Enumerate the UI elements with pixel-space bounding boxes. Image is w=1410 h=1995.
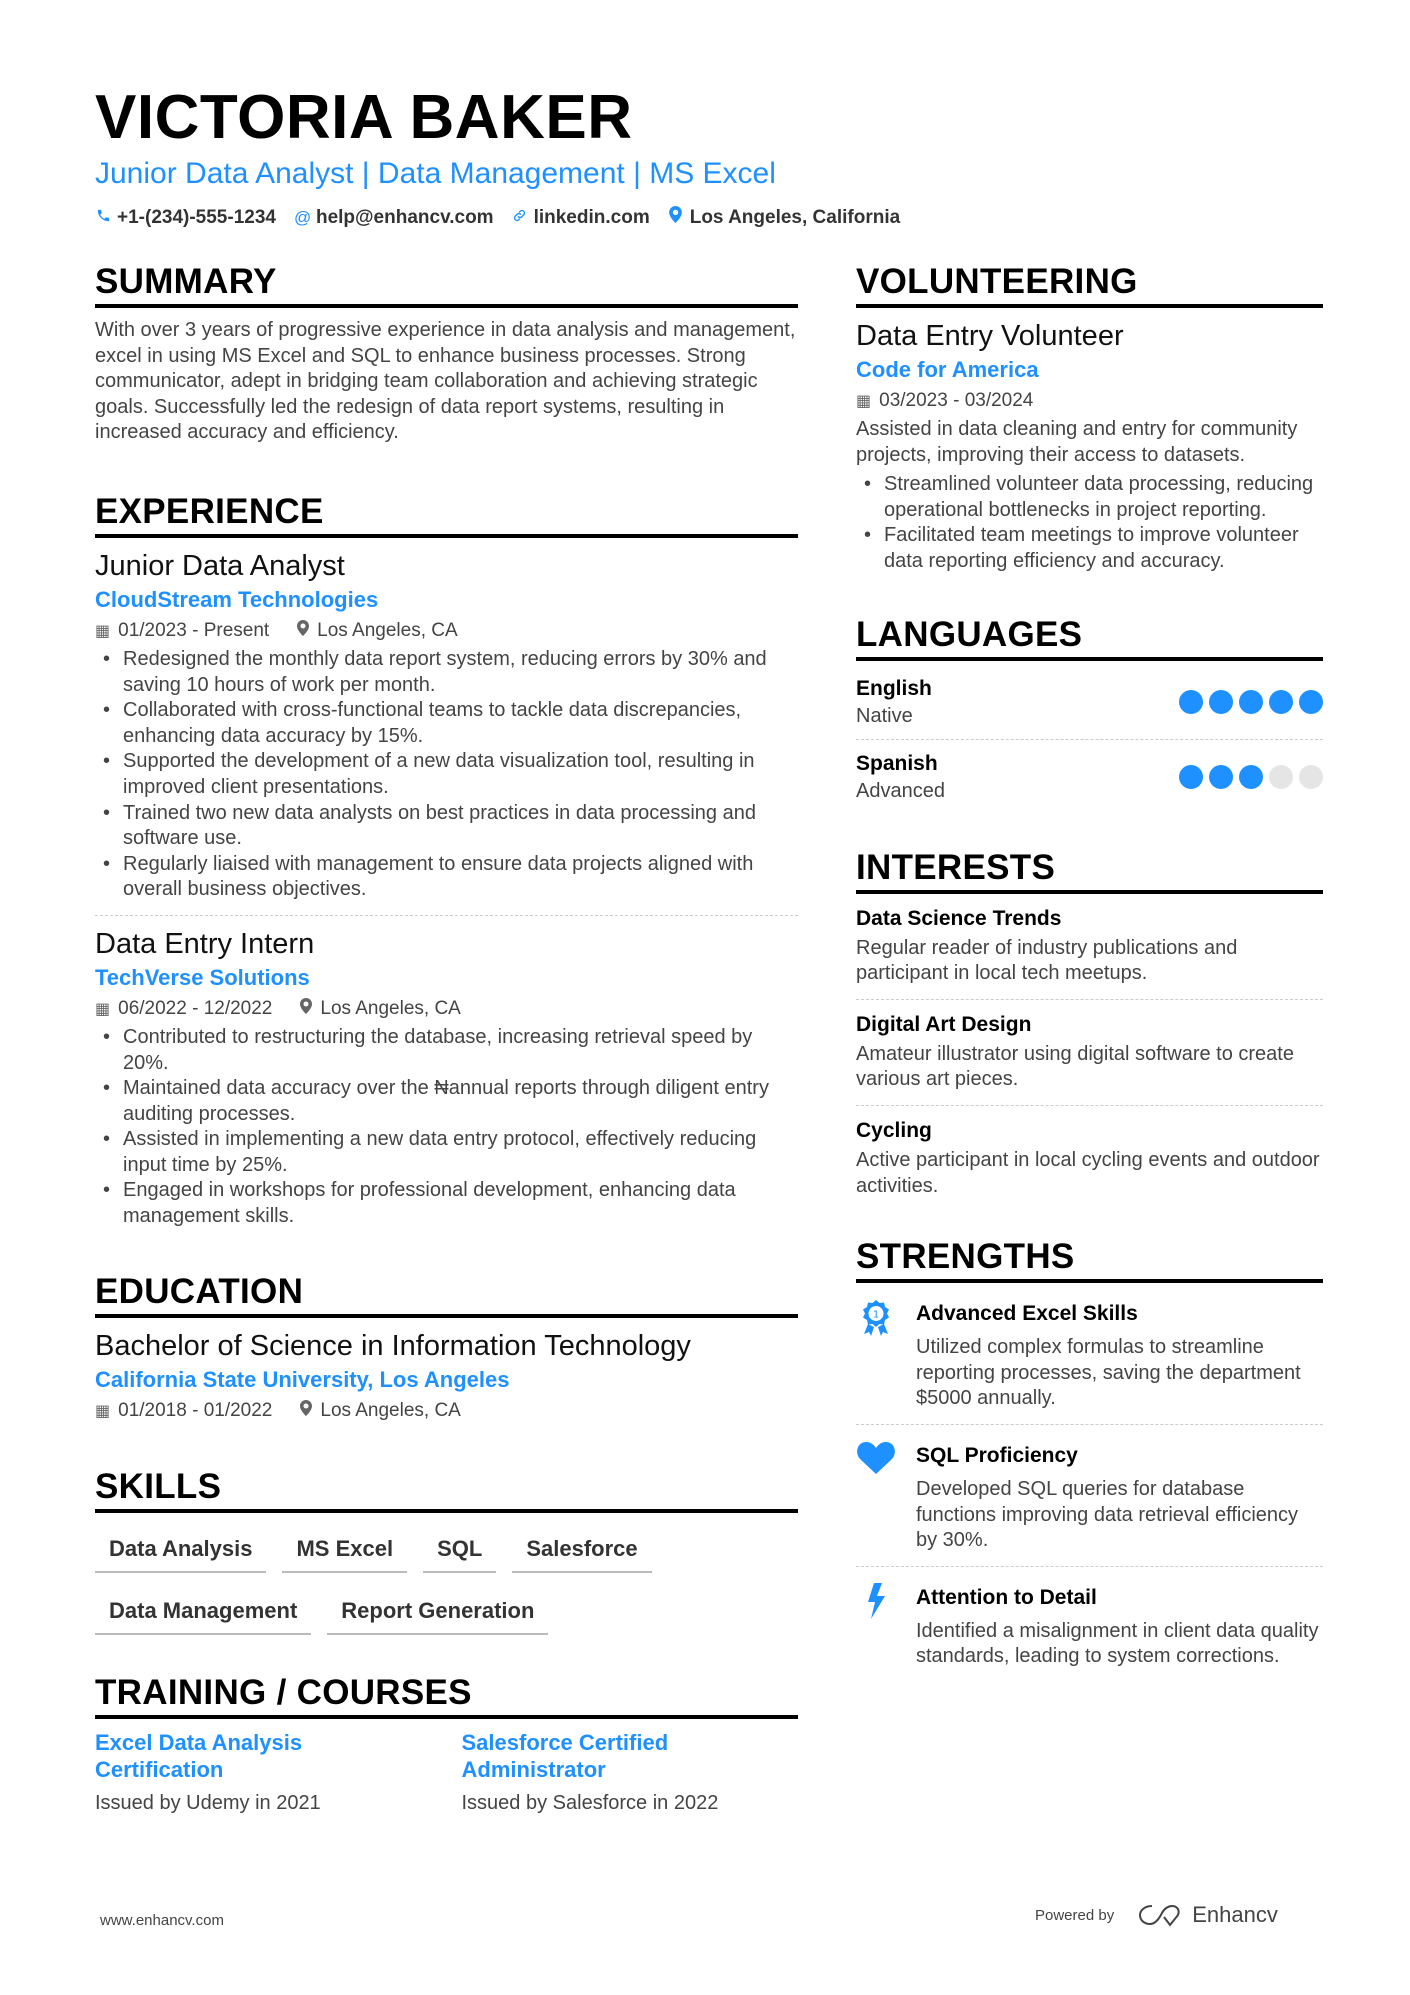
bullet: • Streamlined volunteer data processing, reducing operational bottlenecks in project reporting. — [856, 472, 1323, 523]
summary-title: SUMMARY — [95, 262, 277, 301]
skill-tag: Data Management — [95, 1591, 311, 1635]
interest-name: Digital Art Design — [856, 1012, 1032, 1036]
job-location: Los Angeles, CA — [320, 997, 461, 1019]
strength-item — [856, 1577, 1323, 1670]
contact-phone-text: +1-(234)-555-1234 — [117, 207, 276, 228]
at-icon: @ — [293, 208, 312, 227]
section-divider — [95, 534, 798, 538]
job-location: Los Angeles, CA — [317, 619, 458, 641]
course-item — [95, 1729, 432, 1819]
strength-desc: Identified a misalignment in client data quality standards, leading to system corrections. — [916, 1619, 1319, 1668]
strength-item — [856, 1435, 1323, 1554]
skill-tag: MS Excel — [282, 1529, 407, 1573]
language-name: English — [856, 676, 932, 700]
section-divider — [856, 304, 1323, 308]
item-divider — [856, 1424, 1323, 1425]
calendar-icon: ▦ — [95, 622, 111, 640]
course-issuer: Issued by Salesforce in 2022 — [461, 1791, 719, 1814]
interest-name: Cycling — [856, 1118, 932, 1142]
item-divider — [856, 999, 1323, 1000]
item-divider — [95, 915, 798, 916]
summary-text: With over 3 years of progressive experience in data analysis and management, excel in using MS Excel and SQL to enhance business processes. Strong communicator, adept in bridging team collaboration and achieving strategic goals. Successfully led the redesign of data report systems, resulting in increased accuracy and efficiency. — [95, 319, 796, 444]
item-divider — [856, 1566, 1323, 1567]
strength-desc: Developed SQL queries for database functions improving data retrieval efficiency by 30%. — [916, 1477, 1299, 1552]
languages-section — [856, 615, 1323, 808]
strengths-section — [856, 1237, 1323, 1670]
skills-title: SKILLS — [95, 1466, 222, 1506]
interest-desc: Active participant in local cycling events and outdoor activities. — [856, 1148, 1320, 1197]
contact-linkedin[interactable] — [512, 204, 650, 232]
footer-branding — [1035, 1902, 1278, 1928]
skills-section — [95, 1467, 798, 1635]
education-meta — [95, 1396, 798, 1427]
contact-email[interactable] — [294, 204, 494, 232]
enhancv-logo[interactable] — [1138, 1902, 1278, 1928]
candidate-name: VICTORIA BAKER — [95, 83, 633, 152]
languages-title: LANGUAGES — [856, 614, 1083, 654]
headline: Junior Data Analyst | Data Management | MS Excel — [95, 157, 776, 190]
degree: Bachelor of Science in Information Technology — [95, 1329, 691, 1362]
language-level: Native — [856, 704, 913, 727]
item-divider — [856, 1105, 1323, 1106]
volunteer-org: Code for America — [856, 357, 1039, 382]
skill-tag: Data Analysis — [95, 1529, 266, 1573]
interest-item — [856, 1116, 1323, 1199]
education-title: EDUCATION — [95, 1271, 304, 1311]
experience-item — [95, 548, 798, 903]
company-name: CloudStream Technologies — [95, 586, 379, 612]
training-title: TRAINING / COURSES — [95, 1672, 472, 1712]
job-meta — [95, 616, 798, 647]
section-divider — [856, 657, 1323, 661]
volunteer-role: Data Entry Volunteer — [856, 320, 1124, 352]
summary-section — [95, 262, 798, 446]
strength-name: Attention to Detail — [916, 1585, 1097, 1609]
bullet: • Collaborated with cross-functional teams to tackle data discrepancies, enhancing data accuracy by 15%. — [95, 698, 798, 749]
rating-dot-filled — [1179, 765, 1203, 789]
experience-section — [95, 492, 798, 1230]
job-bullets — [95, 1025, 798, 1230]
contact-email-text: help@enhancv.com — [315, 207, 494, 228]
job-title: Junior Data Analyst — [95, 549, 345, 582]
experience-item — [95, 926, 798, 1230]
rating-dot-filled — [1239, 765, 1263, 789]
contact-linkedin-text: linkedin.com — [533, 207, 650, 228]
course-name: Salesforce Certified Administrator — [461, 1729, 669, 1782]
bullet: • Supported the development of a new data visualization tool, resulting in improved client presentations. — [95, 749, 798, 800]
strength-item — [856, 1293, 1323, 1412]
volunteer-description: Assisted in data cleaning and entry for community projects, improving their access to datasets. — [856, 418, 1298, 466]
bullet: • Facilitated team meetings to improve volunteer data reporting efficiency and accuracy. — [856, 523, 1323, 574]
interests-section — [856, 848, 1323, 1200]
experience-title: EXPERIENCE — [95, 491, 324, 531]
education-section — [95, 1272, 798, 1427]
course-name: Excel Data Analysis Certification — [95, 1729, 303, 1782]
language-level: Advanced — [856, 779, 945, 802]
skill-tag: SQL — [423, 1529, 496, 1573]
job-dates: 01/2023 - Present — [118, 619, 270, 641]
contact-row — [95, 204, 1325, 232]
language-name: Spanish — [856, 751, 938, 775]
strength-name: SQL Proficiency — [916, 1443, 1078, 1467]
left-column — [95, 262, 798, 1857]
rating-dot-filled — [1269, 690, 1293, 714]
bullet: • Redesigned the monthly data report system, reducing errors by 30% and saving 10 hours of work per month. — [95, 647, 798, 698]
contact-location — [668, 204, 900, 232]
rating-dot-filled — [1209, 765, 1233, 789]
interest-desc: Regular reader of industry publications and participant in local tech meetups. — [856, 936, 1238, 985]
language-item — [856, 746, 1323, 808]
volunteering-section — [856, 262, 1323, 575]
link-icon — [512, 204, 528, 232]
contact-location-text: Los Angeles, California — [689, 207, 901, 228]
heart-icon — [856, 1435, 896, 1554]
strength-desc: Utilized complex formulas to streamline reporting processes, saving the department $5000 annually. — [916, 1336, 1301, 1410]
rating-dot-filled — [1239, 690, 1263, 714]
section-divider — [95, 1314, 798, 1318]
rating-dot-empty — [1299, 765, 1323, 789]
location-pin-icon — [300, 1001, 312, 1018]
job-dates: 06/2022 - 12/2022 — [118, 997, 273, 1019]
skill-tag: Salesforce — [512, 1529, 651, 1573]
section-divider — [95, 1509, 798, 1513]
courses-grid — [95, 1729, 798, 1819]
education-location: Los Angeles, CA — [320, 1399, 461, 1421]
lightning-bolt-icon — [856, 1577, 896, 1670]
job-bullets — [95, 647, 798, 903]
course-issuer: Issued by Udemy in 2021 — [95, 1791, 321, 1814]
job-title: Data Entry Intern — [95, 927, 315, 960]
powered-by-label: Powered by — [1035, 1906, 1115, 1924]
contact-phone[interactable] — [95, 204, 276, 232]
location-icon — [668, 204, 684, 232]
proficiency-dots — [1179, 765, 1323, 789]
bullet: • Contributed to restructuring the database, increasing retrieval speed by 20%. — [95, 1025, 798, 1076]
skill-tag: Report Generation — [327, 1591, 548, 1635]
award-ribbon-icon — [856, 1293, 896, 1412]
volunteer-dates: 03/2023 - 03/2024 — [879, 390, 1034, 411]
interest-item — [856, 904, 1323, 987]
bullet: • Assisted in implementing a new data entry protocol, effectively reducing input time by 25%. — [95, 1127, 798, 1178]
section-divider — [856, 890, 1323, 894]
svg-text:1: 1 — [872, 1309, 880, 1321]
right-column — [856, 262, 1323, 1708]
rating-dot-filled — [1209, 690, 1233, 714]
volunteering-title: VOLUNTEERING — [856, 262, 1138, 301]
training-section — [95, 1673, 798, 1819]
job-meta — [95, 994, 798, 1025]
interest-name: Data Science Trends — [856, 906, 1062, 930]
section-divider — [856, 1279, 1323, 1283]
rating-dot-filled — [1179, 690, 1203, 714]
brand-name: Enhancv — [1192, 1902, 1278, 1927]
section-divider — [95, 1715, 798, 1719]
strength-name: Advanced Excel Skills — [916, 1302, 1138, 1326]
interest-desc: Amateur illustrator using digital software to create various art pieces. — [856, 1042, 1294, 1091]
proficiency-dots — [1179, 690, 1323, 714]
bullet: • Trained two new data analysts on best practices in data processing and software use. — [95, 801, 798, 852]
bullet: • Engaged in workshops for professional development, enhancing data management skills. — [95, 1178, 798, 1229]
volunteer-meta — [856, 386, 1323, 417]
company-name: TechVerse Solutions — [95, 964, 310, 990]
course-item — [462, 1729, 799, 1819]
enhancv-logo-icon — [1138, 1903, 1184, 1927]
language-item — [856, 671, 1323, 733]
calendar-icon: ▦ — [856, 393, 872, 410]
item-divider — [856, 739, 1323, 740]
skills-list — [95, 1523, 798, 1635]
bullet: • Regularly liaised with management to ensure data projects aligned with overall business objectives. — [95, 852, 798, 903]
education-dates: 01/2018 - 01/2022 — [118, 1399, 273, 1421]
resume-header — [95, 82, 1325, 232]
interests-title: INTERESTS — [856, 847, 1056, 887]
interest-item — [856, 1010, 1323, 1093]
volunteer-bullets — [856, 472, 1323, 574]
rating-dot-empty — [1269, 765, 1293, 789]
bullet: • Maintained data accuracy over the ₦annual reports through diligent entry auditing processes. — [95, 1076, 798, 1127]
location-pin-icon — [300, 1403, 312, 1420]
location-pin-icon — [297, 623, 309, 640]
school-name: California State University, Los Angeles — [95, 1366, 510, 1392]
calendar-icon: ▦ — [95, 1000, 111, 1018]
section-divider — [95, 304, 798, 308]
phone-icon — [95, 204, 111, 232]
footer-website[interactable]: www.enhancv.com — [100, 1912, 224, 1929]
rating-dot-filled — [1299, 690, 1323, 714]
strengths-title: STRENGTHS — [856, 1237, 1075, 1277]
calendar-icon: ▦ — [95, 1402, 111, 1420]
